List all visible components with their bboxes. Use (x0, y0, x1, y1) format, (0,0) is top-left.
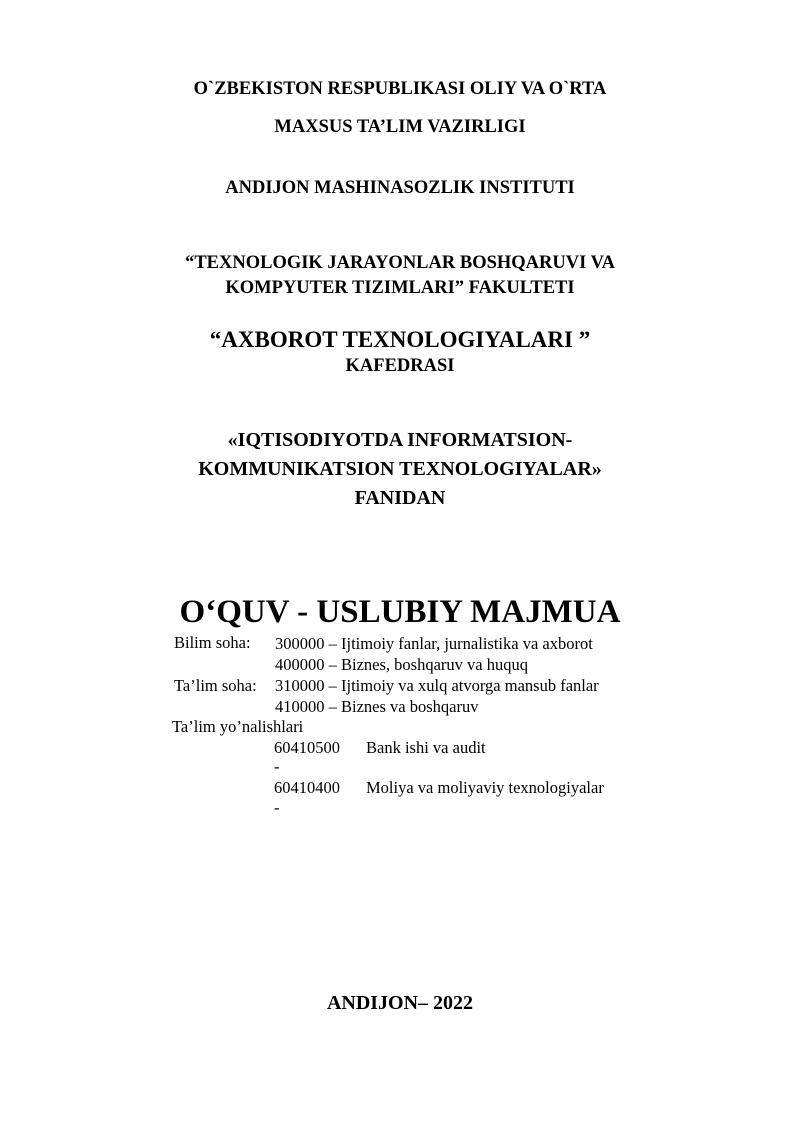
bilim-soha-label: Bilim soha: (174, 633, 251, 652)
yonalish-1-code: 60410500 (274, 738, 340, 757)
talim-soha-item-2: 410000 – Biznes va boshqaruv (275, 697, 479, 716)
document-title: O‘QUV - USLUBIY MAJMUA (179, 594, 621, 630)
department-line-1: “AXBOROT TEXNOLOGIYALARI ” (209, 327, 591, 352)
yonalish-1-name: Bank ishi va audit (366, 738, 486, 757)
talim-yonalishlari-label: Ta’lim yo’nalishlari (172, 717, 304, 736)
yonalish-2-name: Moliya va moliyaviy texnologiyalar (366, 778, 604, 797)
ministry-line-1: O`ZBEKISTON RESPUBLIKASI OLIY VA O`RTA (193, 79, 607, 99)
bilim-soha-item-1: 300000 – Ijtimoiy fanlar, jurnalistika va axborot (275, 634, 593, 653)
subject-line-2: KOMMUNIKATSION TEXNOLOGIYALAR» (198, 458, 602, 480)
ministry-line-2: MAXSUS TA’LIM VAZIRLIGI (274, 117, 526, 137)
yonalish-2-dash: - (274, 798, 280, 817)
footer-city-year: ANDIJON– 2022 (326, 992, 474, 1014)
talim-soha-item-1: 310000 – Ijtimoiy va xulq atvorga mansub fanlar (275, 676, 599, 695)
department-line-2: KAFEDRASI (345, 356, 455, 376)
yonalish-1-dash: - (274, 757, 280, 776)
institute-name: ANDIJON MASHINASOZLIK INSTITUTI (225, 178, 575, 198)
talim-soha-label: Ta’lim soha: (174, 676, 257, 695)
subject-line-1: «IQTISODIYOTDA INFORMATSION- (227, 429, 573, 451)
yonalish-2-code: 60410400 (274, 778, 340, 797)
bilim-soha-item-2: 400000 – Biznes, boshqaruv va huquq (275, 655, 528, 674)
faculty-line-1: “TEXNOLOGIK JARAYONLAR BOSHQARUVI VA (185, 253, 615, 273)
subject-line-3: FANIDAN (354, 487, 446, 509)
faculty-line-2: KOMPYUTER TIZIMLARI” FAKULTETI (225, 278, 575, 298)
